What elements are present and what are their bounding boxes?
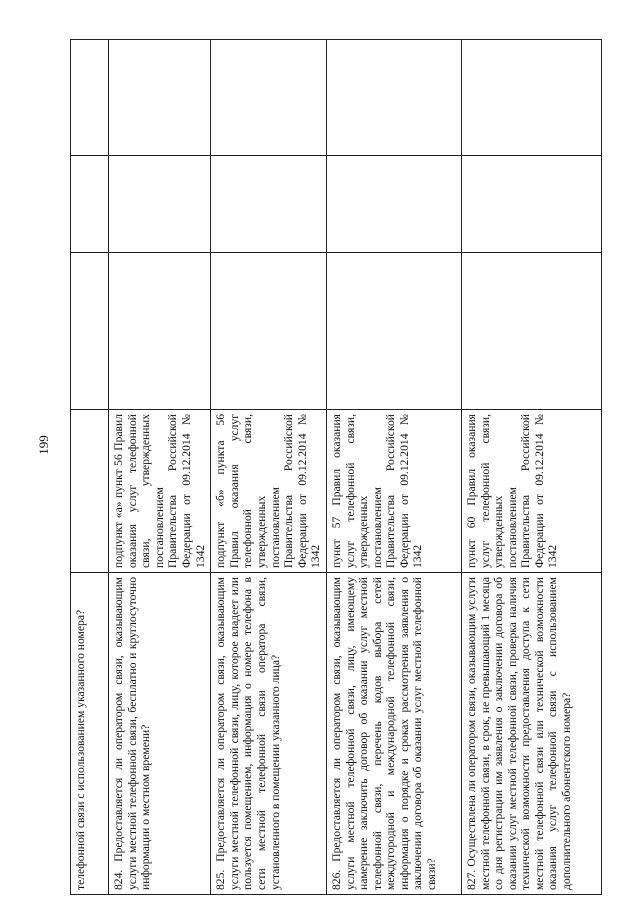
empty-cell <box>461 156 601 253</box>
row-number: 825. <box>214 869 228 890</box>
question-text: Предоставляется ли оператором связи, оказывающим услуги местной телефонной связи, лицу, имеющему намерение заключить договор об оказании услуг местной телефонной связи, перечень кодов выбора сетей междугородной и международной телефонной связи, информация о порядке и сроках рассмотрения заявления о заключении договора об оказании услуг местной телефонной связи? <box>329 577 439 890</box>
table-row <box>461 40 601 895</box>
empty-cell <box>71 40 109 156</box>
question-text: Предоставляется ли оператором связи, оказывающим услуги местной телефонной связи, бесплатно и круглосуточно информации о местном времени? <box>112 577 153 890</box>
question-cell <box>71 573 109 895</box>
question-cell <box>326 573 461 895</box>
empty-cell <box>461 40 601 156</box>
empty-cell <box>461 253 601 410</box>
reference-text: подпункт «а» пункт 56 Правил оказания услуг телефонной связи, утвержденных постановлением Правительства Российской Федерации от 09.12.2014 № 1342 <box>112 414 207 568</box>
question-text: телефонной связи с использованием указанного номера? <box>74 609 87 890</box>
row-number: 826. <box>329 869 343 890</box>
empty-cell <box>109 253 211 410</box>
reference-cell <box>109 410 211 573</box>
question-text: Осуществлена ли оператором связи, оказывающим услуги местной телефонной связи, в срок, не превышающий 1 месяца со дня регистрации им заявления о заключении договора об оказании услуг местной телефонной связи, проверка наличия технической возможности предоставления доступа к сети местной телефонной связи или технической возможности оказания услуг телефонной связи с использованием дополнительного абонентского номера? <box>464 577 574 890</box>
reference-text: пункт 60 Правил оказания услуг телефонной связи, утвержденных постановлением Правительства Российской Федерации от 09.12.2014 № 1342 <box>464 414 560 568</box>
empty-cell <box>109 40 211 156</box>
reference-cell <box>461 410 601 573</box>
question-cell <box>109 573 211 895</box>
empty-cell <box>211 40 327 156</box>
table-row <box>71 40 109 895</box>
reference-cell <box>71 410 109 573</box>
reference-text: подпункт «б» пункта 56 Правил оказания услуг телефонной связи, утвержденных постановлением Правительства Российской Федерации от 09.12.2014 № 1342 <box>214 414 323 568</box>
table-row <box>326 40 461 895</box>
table-row <box>109 40 211 895</box>
row-number: 824. <box>112 869 125 890</box>
reference-text: пункт 57 Правил оказания услуг телефонной связи, утвержденных постановлением Правительства Российской Федерации от 09.12.2014 № 1342 <box>329 414 425 568</box>
page-number: 199 <box>36 435 51 455</box>
empty-cell <box>109 156 211 253</box>
empty-cell <box>71 156 109 253</box>
empty-cell <box>326 40 461 156</box>
empty-cell <box>71 253 109 410</box>
question-cell <box>461 573 601 895</box>
empty-cell <box>326 253 461 410</box>
table-row <box>211 40 327 895</box>
empty-cell <box>326 156 461 253</box>
reference-cell <box>326 410 461 573</box>
question-text: Предоставляется ли оператором связи, оказывающим услуги местной телефонной связи, лицу, которое владеет или пользуется помещением, информация о номере телефона в сети местной телефонной связи оператора связи, установленного в помещении указанного лица? <box>214 577 282 890</box>
checklist-table <box>70 39 602 895</box>
empty-cell <box>211 156 327 253</box>
empty-cell <box>211 253 327 410</box>
row-number: 827. <box>464 869 478 890</box>
question-cell <box>211 573 327 895</box>
reference-cell <box>211 410 327 573</box>
